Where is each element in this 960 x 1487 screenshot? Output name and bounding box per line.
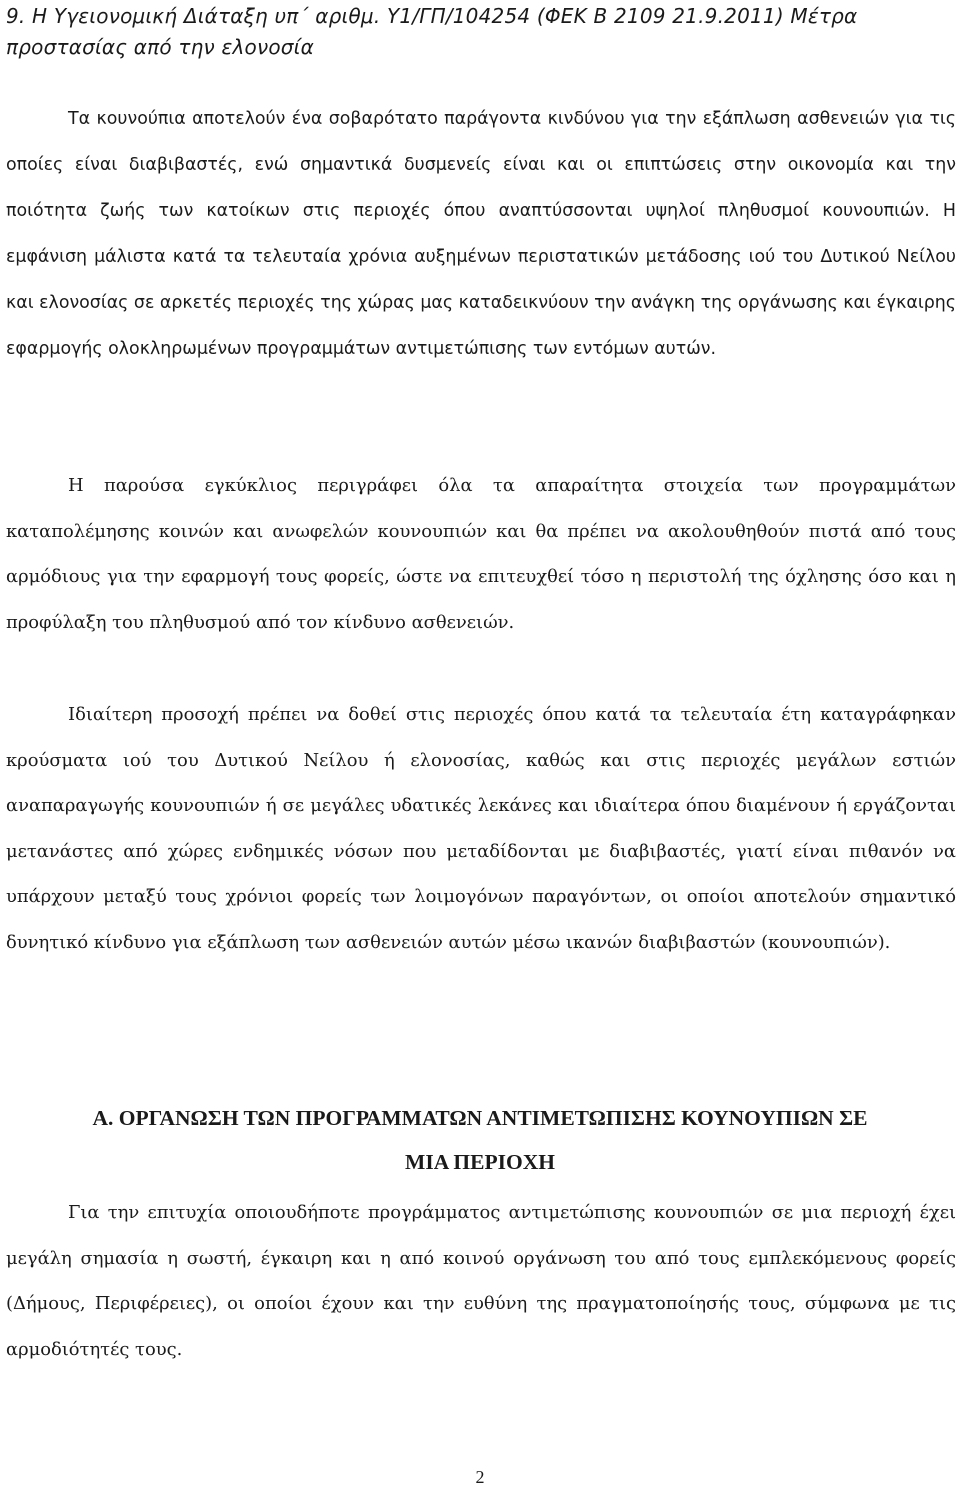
page-number: 2 xyxy=(475,1467,485,1487)
paragraph-organization: Για την επιτυχία οποιουδήποτε προγράμματος αντιμετώπισης κουνουπιών σε μια περιοχή έχει μεγάλη σημασία η σωστή, έγκαιρη και η από κοινού οργάνωση του από τους εμπλεκόμενους φορείς (Δήμους, Περιφέρειες), οι οποίοι έχουν και την ευθύνη της πραγματοποίησής τους, σύμφωνα με τις αρμοδιότητές τους. xyxy=(6,1202,956,1360)
paragraph-intro: Τα κουνούπια αποτελούν ένα σοβαρότατο παράγοντα κινδύνου για την εξάπλωση ασθενειών για τις οποίες είναι διαβιβαστές, ενώ σημαντικά δυσμενείς είναι και οι επιπτώσεις στην οικονομία και την ποιότητα ζωής των κατοίκων στις περιοχές όπου αναπτύσσονται υψηλοί πληθυσμοί κουνουπιών. Η εμφάνιση μάλιστα κατά τα τελευταία χρόνια αυξημένων περιστατικών μετάδοσης ιού του Δυτικού Νείλου και ελονοσίας σε αρκετές περιοχές της χώρας μας καταδεικνύουν την ανάγκη της οργάνωσης και έγκαιρης εφαρμογής ολοκληρωμένων προγραμμάτων αντιμετώπισης των εντόμων αυτών. xyxy=(6,109,956,359)
document-heading-line-2: προστασίας από την ελονοσία xyxy=(6,35,314,59)
paragraph-special-attention: Ιδιαίτερη προσοχή πρέπει να δοθεί στις περιοχές όπου κατά τα τελευταία έτη καταγράφηκαν κρούσματα ιού του Δυτικού Νείλου ή ελονοσίας, καθώς και στις περιοχές μεγάλων εστιών αναπαραγωγής κουνουπιών ή σε μεγάλες υδατικές λεκάνες και ιδιαίτερα όπου διαμένουν ή εργάζονται μετανάστες από χώρες ενδημικές νόσων που μεταδίδονται με διαβιβαστές, γιατί είναι πιθανόν να υπάρχουν μεταξύ τους χρόνιοι φορείς των λοιμογόνων παραγόντων, οι οποίοι αποτελούν σημαντικό δυνητικό κίνδυνο για εξάπλωση των ασθενειών αυτών μέσω ικανών διαβιβαστών (κουνουπιών). xyxy=(6,704,956,953)
document-heading-line-1: 9. Η Υγειονομική Διάταξη υπ΄ αριθμ. Υ1/ΓΠ/104254 (ΦΕΚ Β 2109 21.9.2011) Μέτρα xyxy=(6,4,858,28)
section-title-line-1: Α. ΟΡΓΑΝΩΣΗ ΤΩΝ ΠΡΟΓΡΑΜΜΑΤΩΝ ΑΝΤΙΜΕΤΩΠΙΣΗΣ ΚΟΥΝΟΥΠΙΩΝ ΣΕ xyxy=(92,1106,868,1130)
section-title-line-2: ΜΙΑ ΠΕΡΙΟΧΗ xyxy=(405,1150,555,1174)
paragraph-circular-scope: Η παρούσα εγκύκλιος περιγράφει όλα τα απαραίτητα στοιχεία των προγραμμάτων καταπολέμησης κοινών και ανωφελών κουνουπιών και θα πρέπει να ακολουθηθούν πιστά από τους αρμόδιους για την εφαρμογή τους φορείς, ώστε να επιτευχθεί τόσο η περιστολή της όχλησης όσο και η προφύλαξη του πληθυσμού από τον κίνδυνο ασθενειών. xyxy=(6,475,956,633)
